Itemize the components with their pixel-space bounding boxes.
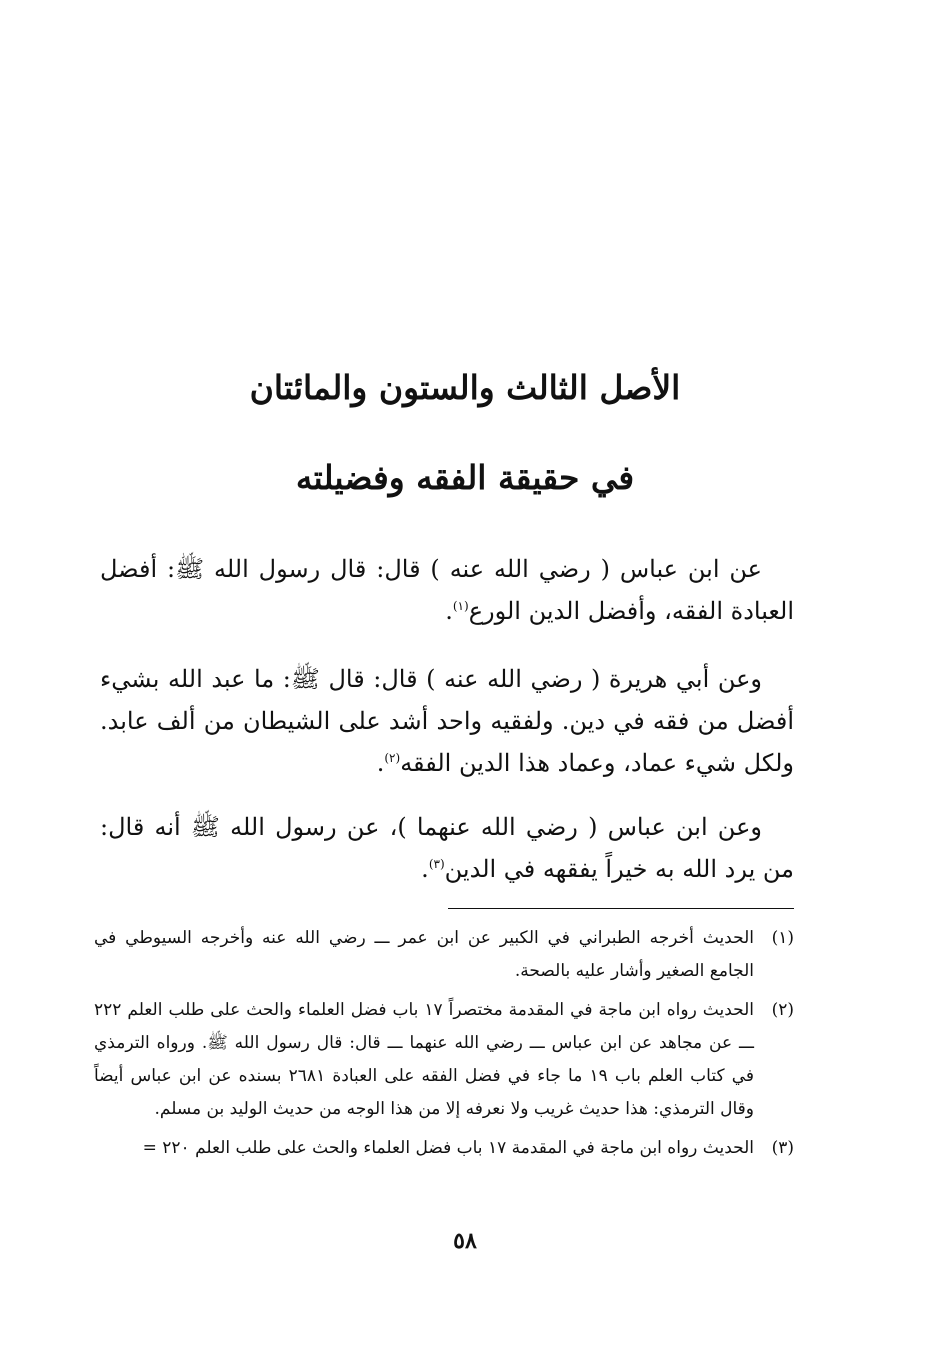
footnote-3 bbox=[94, 1132, 794, 1165]
footnote-text: الحديث رواه ابن ماجة في المقدمة ١٧ باب فضل العلماء والحث على طلب العلم ٢٢٠ = bbox=[142, 1138, 754, 1158]
paragraph-text: وعن أبي هريرة ( رضي الله عنه ) قال: قال ﷺ: ما عبد الله بشيء أفضل من فقه في دين. ولفقيه واحد أشد على الشيطان من ألف عابد. ولكل شيء عماد، وعماد هذا الدين الفقه bbox=[100, 665, 794, 777]
hadith-paragraph-2 bbox=[100, 658, 794, 784]
footnote-reference-2: (٢) bbox=[384, 751, 401, 765]
chapter-subtitle: في حقيقة الفقه وفضيلته bbox=[295, 458, 635, 497]
footnote-2 bbox=[94, 994, 794, 1126]
page-number: ٥٨ bbox=[453, 1228, 477, 1254]
footnote-1 bbox=[94, 922, 794, 988]
chapter-title: الأصل الثالث والستون والمائتان bbox=[249, 368, 681, 407]
footnote-marker: (٣) bbox=[771, 1138, 794, 1158]
paragraph-end: . bbox=[421, 855, 429, 883]
footnotes-list bbox=[94, 922, 794, 1171]
footnote-text: الحديث رواه ابن ماجة في المقدمة مختصراً ١٧ باب فضل العلماء والحث على طلب العلم ٢٢٢ ـــ عن مجاهد عن ابن عباس ـــ رضي الله عنهما ـــ قال: قال رسول الله ﷺ. ورواه الترمذي في كتاب العلم باب ١٩ ما جاء في فضل الفقه على العبادة ٢٦٨١ بسنده عن ابن عباس أيضاً وقال الترمذي: هذا حديث غريب ولا نعرفه إلا من هذا الوجه من حديث الوليد بن مسلم. bbox=[94, 1000, 754, 1119]
paragraph-end: . bbox=[445, 597, 453, 625]
hadith-paragraph-1 bbox=[100, 548, 794, 632]
paragraph-text: وعن ابن عباس ( رضي الله عنهما )، عن رسول الله ﷺ أنه قال: من يرد الله به خيراً يفقهه في الدين bbox=[100, 813, 794, 883]
footnote-separator bbox=[448, 908, 794, 909]
paragraph-text: عن ابن عباس ( رضي الله عنه ) قال: قال رسول الله ﷺ: أفضل العبادة الفقه، وأفضل الدين الورع bbox=[100, 555, 794, 625]
footnote-text: الحديث أخرجه الطبراني في الكبير عن ابن عمر ـــ رضي الله عنه وأخرجه السيوطي في الجامع الصغير وأشار عليه بالصحة. bbox=[94, 928, 754, 981]
paragraph-end: . bbox=[376, 749, 385, 777]
footnote-marker: (١) bbox=[771, 928, 794, 948]
footnote-reference-3: (٣) bbox=[428, 857, 445, 871]
hadith-paragraph-3 bbox=[100, 806, 794, 890]
footnote-reference-1: (١) bbox=[452, 599, 469, 613]
footnote-marker: (٢) bbox=[771, 1000, 794, 1020]
